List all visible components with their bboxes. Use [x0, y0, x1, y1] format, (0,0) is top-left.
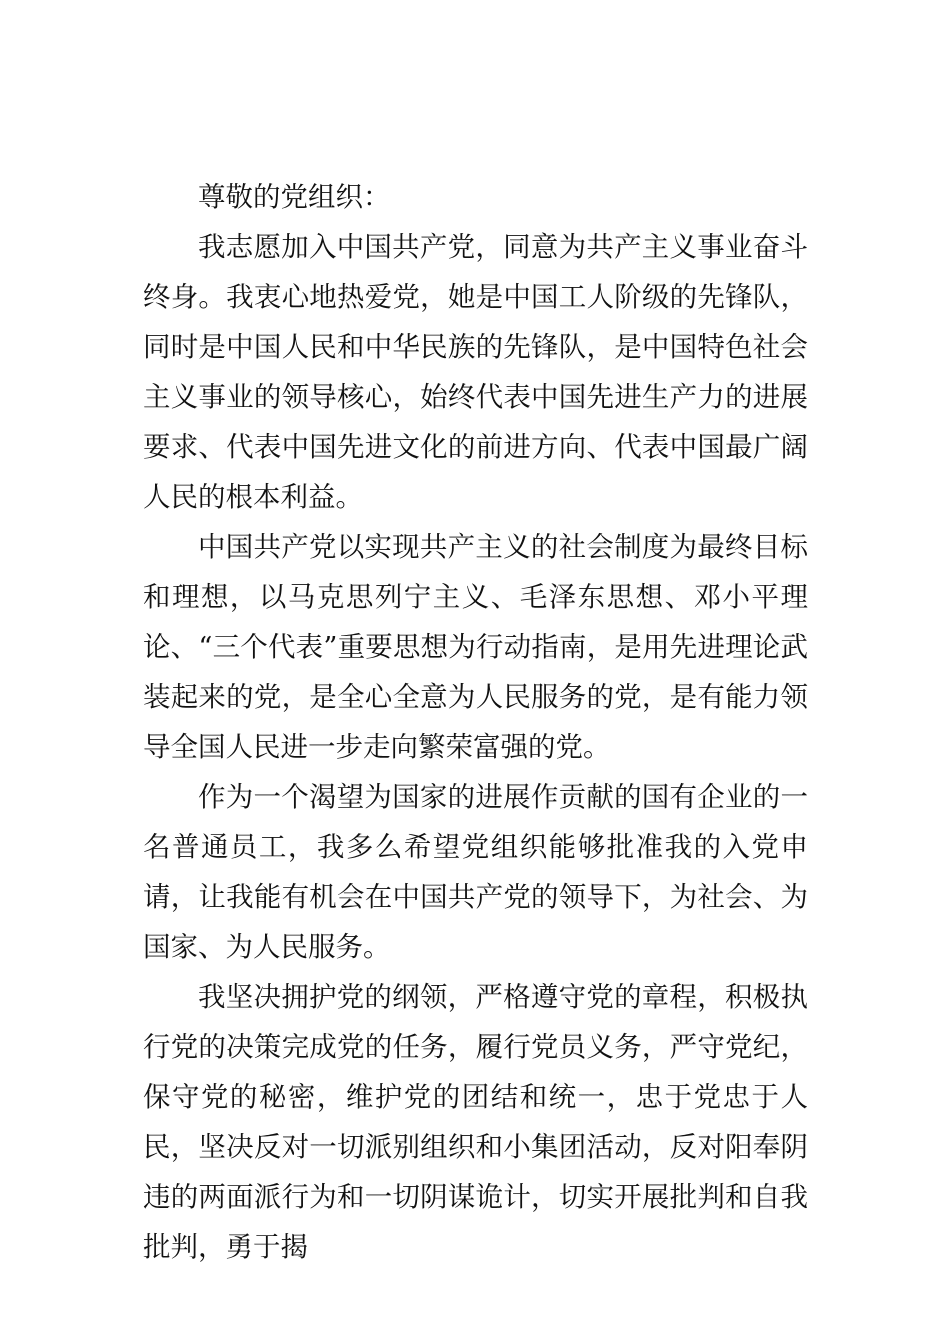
salutation: 尊敬的党组织： — [198, 181, 391, 213]
paragraph-1: 我志愿加入中国共产党，同意为共产主义事业奋斗终身。我衷心地热爱党，她是中国工人阶级的先锋队，同时是中国人民和中华民族的先锋队，是中国特色社会主义事业的领导核心，始终代表中国先进生产力的进展要求、代表中国先进文化的前进方向、代表中国最广阔人民的根本利益。 — [143, 231, 808, 513]
letter-body — [143, 172, 808, 1272]
paragraph-3: 作为一个渴望为国家的进展作贡献的国有企业的一名普通员工，我多么希望党组织能够批准我的入党申请，让我能有机会在中国共产党的领导下，为社会、为国家、为人民服务。 — [143, 781, 808, 963]
paragraph-2: 中国共产党以实现共产主义的社会制度为最终目标和理想，以马克思列宁主义、毛泽东思想、邓小平理论、“三个代表”重要思想为行动指南，是用先进理论武装起来的党，是全心全意为人民服务的党，是有能力领导全国人民进一步走向繁荣富强的党。 — [143, 531, 808, 763]
paragraph-4: 我坚决拥护党的纲领，严格遵守党的章程，积极执行党的决策完成党的任务，履行党员义务，严守党纪，保守党的秘密，维护党的团结和统一，忠于党忠于人民，坚决反对一切派别组织和小集团活动，反对阳奉阴违的两面派行为和一切阴谋诡计，切实开展批判和自我批判，勇于揭 — [143, 981, 808, 1263]
